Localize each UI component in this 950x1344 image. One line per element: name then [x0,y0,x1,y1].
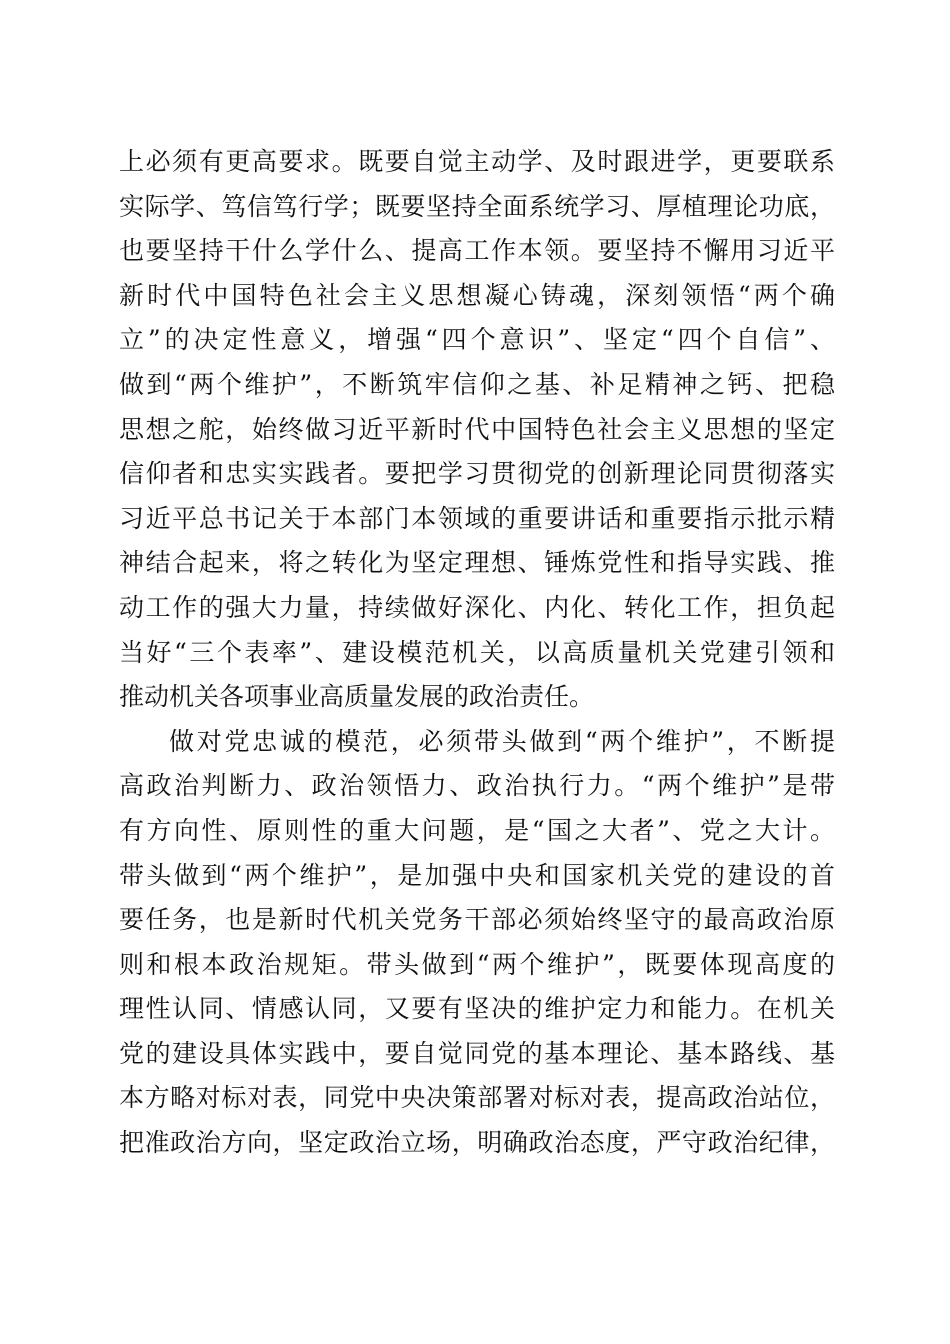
text-line: 把准政治方向，坚定政治立场，明确政治态度，严守政治纪律， [119,1128,835,1158]
text-line: 动工作的强大力量，持续做好深化、内化、转化工作，担负起 [119,592,835,622]
body-text [119,140,835,1166]
text-line: 实际学、笃信笃行学；既要坚持全面系统学习、厚植理论功底， [119,191,835,221]
text-line: 习近平总书记关于本部门本领域的重要讲话和重要指示批示精 [119,503,835,533]
text-line: 则和根本政治规矩。带头做到“两个维护”，既要体现高度的 [119,949,835,979]
text-line: 新时代中国特色社会主义思想凝心铸魂，深刻领悟“两个确 [119,280,835,310]
text-line: 要任务，也是新时代机关党务干部必须始终坚守的最高政治原 [119,905,835,935]
text-line: 本方略对标对表，同党中央决策部署对标对表，提高政治站位， [119,1083,835,1113]
text-line: 神结合起来，将之转化为坚定理想、锤炼党性和指导实践、推 [119,548,835,578]
text-line: 高政治判断力、政治领悟力、政治执行力。“两个维护”是带 [119,771,835,801]
text-line: 做对党忠诚的模范，必须带头做到“两个维护”，不断提 [169,726,835,756]
text-line: 立”的决定性意义，增强“四个意识”、坚定“四个自信”、 [119,325,835,355]
text-line: 党的建设具体实践中，要自觉同党的基本理论、基本路线、基 [119,1038,835,1068]
text-line: 当好“三个表率”、建设模范机关，以高质量机关党建引领和 [119,637,835,667]
text-line: 带头做到“两个维护”，是加强中央和国家机关党的建设的首 [119,860,835,890]
text-line: 推动机关各项事业高质量发展的政治责任。 [119,682,595,712]
text-line: 做到“两个维护”，不断筑牢信仰之基、补足精神之钙、把稳 [119,369,835,399]
text-line: 上必须有更高要求。既要自觉主动学、及时跟进学，更要联系 [119,147,835,176]
text-line: 思想之舵，始终做习近平新时代中国特色社会主义思想的坚定 [119,414,835,444]
text-line: 理性认同、情感认同，又要有坚决的维护定力和能力。在机关 [119,994,835,1024]
text-line: 也要坚持干什么学什么、提高工作本领。要坚持不懈用习近平 [119,236,835,266]
text-line: 有方向性、原则性的重大问题，是“国之大者”、党之大计。 [119,815,835,845]
text-line: 信仰者和忠实实践者。要把学习贯彻党的创新理论同贯彻落实 [119,459,835,489]
